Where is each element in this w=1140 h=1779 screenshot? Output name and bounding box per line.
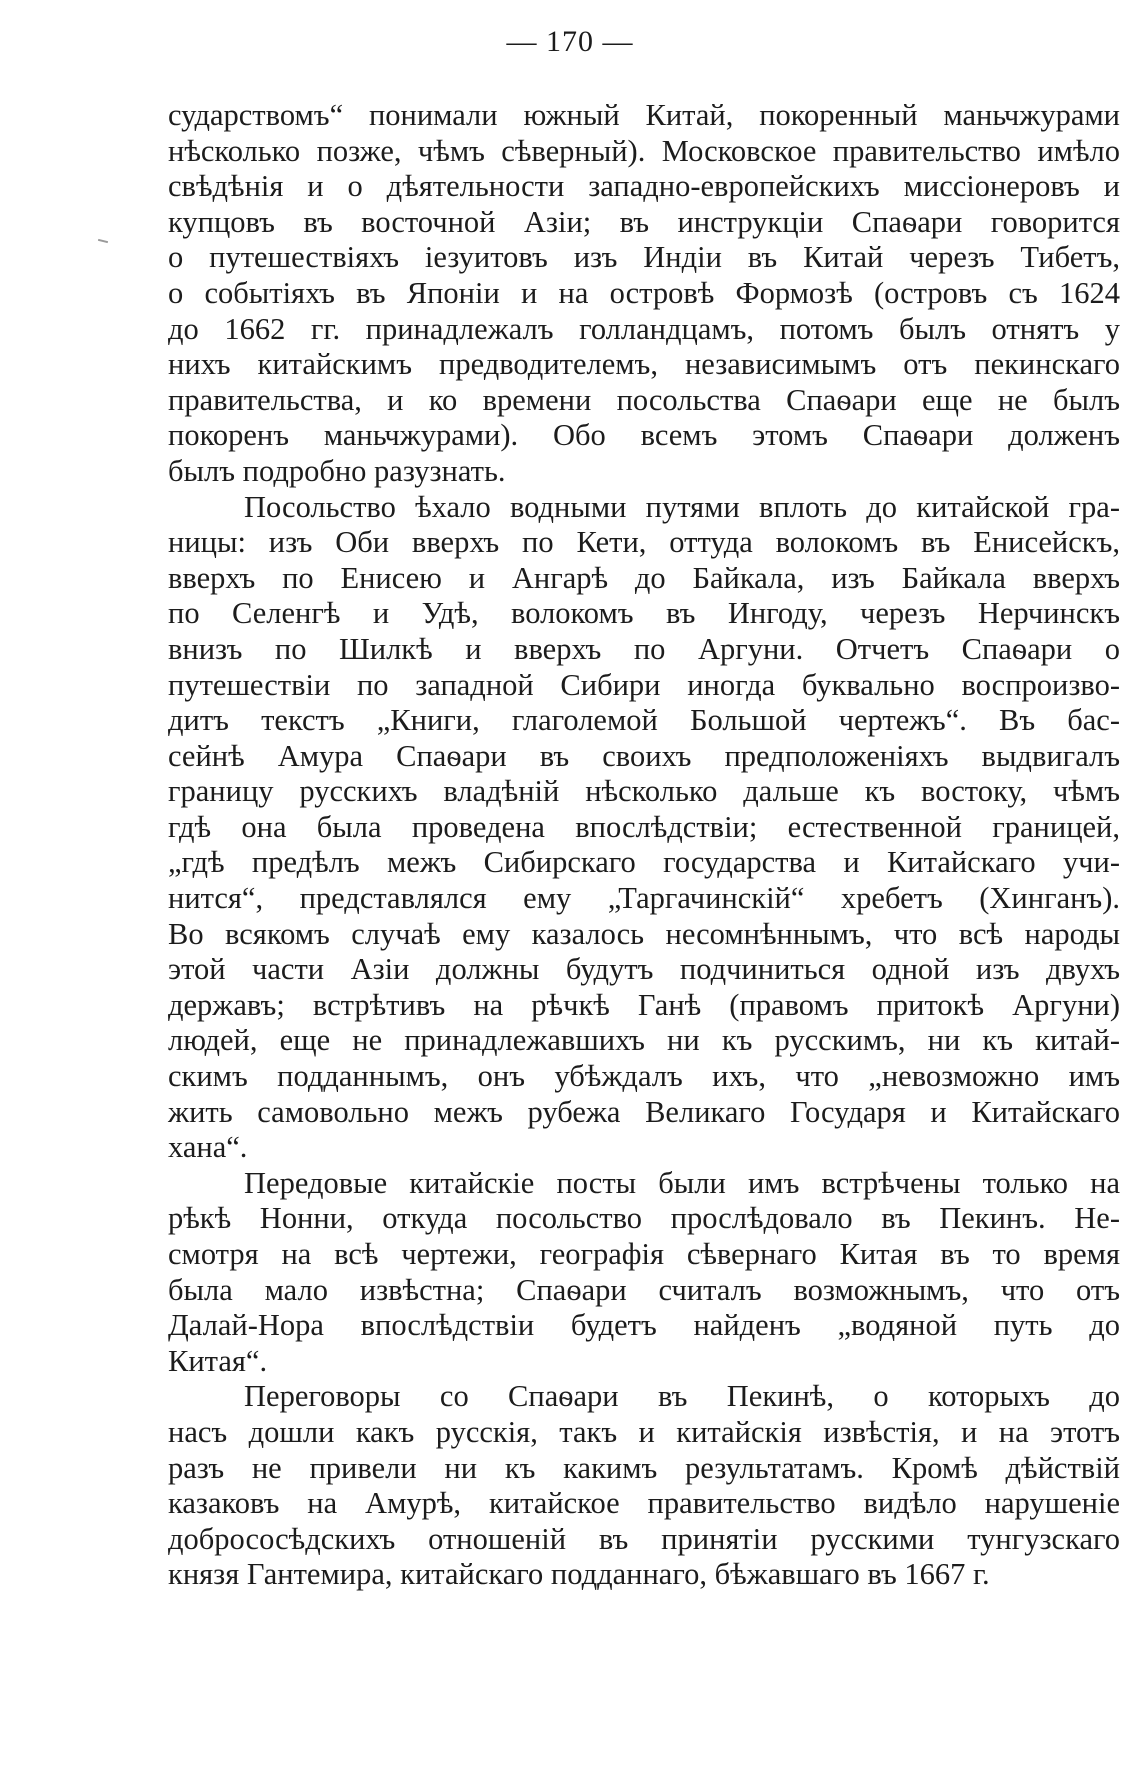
- text-line: до 1662 гг. принадлежалъ голландцамъ, потомъ былъ отнятъ у: [168, 311, 1120, 346]
- text-line: скимъ подданнымъ, онъ убѣждалъ ихъ, что „невозможно имъ: [168, 1059, 1120, 1094]
- text-line: была мало извѣстна; Спаѳари считалъ возможнымъ, что отъ: [168, 1272, 1120, 1307]
- page-number: — 170 —: [506, 25, 634, 58]
- text-line: нихъ китайскимъ предводителемъ, независимымъ отъ пекинскаго: [168, 347, 1120, 382]
- text-line: гдѣ она была проведена впослѣдствіи; естественной границей,: [168, 809, 1120, 844]
- text-line: путешествіи по западной Сибири иногда буквально воспроизво-: [168, 667, 1120, 702]
- text-line: добрососѣдскихъ отношеній въ принятіи русскими тунгузскаго: [168, 1521, 1120, 1556]
- text-line: людей, еще не принадлежавшихъ ни къ русскимъ, ни къ китай-: [168, 1023, 1120, 1058]
- text-line: свѣдѣнія и о дѣятельности западно-европейскихъ миссіонеровъ и: [168, 169, 1120, 204]
- text-line: хана“.: [168, 1130, 248, 1165]
- paragraph: [168, 1379, 1120, 1593]
- paragraph: [168, 490, 1120, 1166]
- text-line: внизъ по Шилкѣ и вверхъ по Аргуни. Отчетъ Спаѳари о: [168, 631, 1120, 666]
- paragraph: [168, 1166, 1120, 1380]
- text-line: державъ; встрѣтивъ на рѣчкѣ Ганѣ (правомъ притокѣ Аргуни): [168, 987, 1120, 1022]
- text-line: покоренъ маньчжурами). Обо всемъ этомъ Спаѳари долженъ: [168, 418, 1120, 453]
- text-line: Во всякомъ случаѣ ему казалось несомнѣннымъ, что всѣ народы: [168, 916, 1120, 951]
- text-line: Китая“.: [168, 1343, 268, 1378]
- paragraph: [168, 98, 1120, 490]
- text-line: сударствомъ“ понимали южный Китай, покоренный маньчжурами: [168, 98, 1120, 132]
- text-line: казаковъ на Амурѣ, китайское правительство видѣло нарушеніе: [168, 1486, 1120, 1521]
- text-line: границу русскихъ владѣній нѣсколько дальше къ востоку, чѣмъ: [168, 774, 1120, 809]
- text-line: нѣсколько позже, чѣмъ сѣверный). Московское правительство имѣло: [168, 133, 1120, 168]
- margin-mark: [98, 239, 108, 243]
- text-line: о событіяхъ въ Японіи и на островѣ Формозѣ (островъ съ 1624: [168, 275, 1120, 310]
- text-line: ницы: изъ Оби вверхъ по Кети, оттуда волокомъ въ Енисейскъ,: [168, 525, 1120, 560]
- text-line: Далай-Нора впослѣдствіи будетъ найденъ „водяной путь до: [168, 1308, 1120, 1343]
- text-line: по Селенгѣ и Удѣ, волокомъ въ Ингоду, черезъ Нерчинскъ: [168, 596, 1120, 631]
- text-line: сейнѣ Амура Спаѳари въ своихъ предположеніяхъ выдвигалъ: [168, 738, 1120, 773]
- text-line: насъ дошли какъ русскія, такъ и китайскія извѣстія, и на этотъ: [168, 1414, 1120, 1449]
- text-line: Посольство ѣхало водными путями вплоть до китайской гра-: [244, 489, 1120, 524]
- text-line: Переговоры со Спаѳари въ Пекинѣ, о которыхъ до: [244, 1379, 1120, 1414]
- text-line: о путешествіяхъ іезуитовъ изъ Индіи въ Китай черезъ Тибетъ,: [168, 240, 1120, 275]
- text-line: правительства, и ко времени посольства Спаѳари еще не былъ: [168, 382, 1120, 417]
- text-line: купцовъ въ восточной Азіи; въ инструкціи Спаѳари говорится: [168, 204, 1120, 239]
- text-line: жить самовольно межъ рубежа Великаго Государя и Китайскаго: [168, 1094, 1120, 1129]
- text-line: вверхъ по Енисею и Ангарѣ до Байкала, изъ Байкала вверхъ: [168, 560, 1120, 595]
- text-line: смотря на всѣ чертежи, географія сѣвернаго Китая въ то время: [168, 1237, 1120, 1271]
- text-line: этой части Азіи должны будутъ подчиниться одной изъ двухъ: [168, 952, 1120, 987]
- text-line: былъ подробно разузнать.: [168, 453, 506, 488]
- text-line: Передовые китайскіе посты были имъ встрѣчены только на: [244, 1165, 1120, 1200]
- text-line: рѣкѣ Нонни, откуда посольство прослѣдовало въ Пекинъ. Не-: [168, 1201, 1120, 1236]
- text-line: разъ не привели ни къ какимъ результатамъ. Кромѣ дѣйствій: [168, 1450, 1120, 1485]
- text-line: нится“, представлялся ему „Таргачинскій“ хребетъ (Хинганъ).: [168, 881, 1120, 916]
- text-line: „гдѣ предѣлъ межъ Сибирскаго государства и Китайскаго учи-: [168, 845, 1120, 880]
- body-text: [168, 98, 1120, 1593]
- text-line: дитъ текстъ „Книги, глаголемой Большой чертежъ“. Въ бас-: [168, 703, 1120, 738]
- text-line: князя Гантемира, китайскаго подданнаго, бѣжавшаго въ 1667 г.: [168, 1557, 990, 1592]
